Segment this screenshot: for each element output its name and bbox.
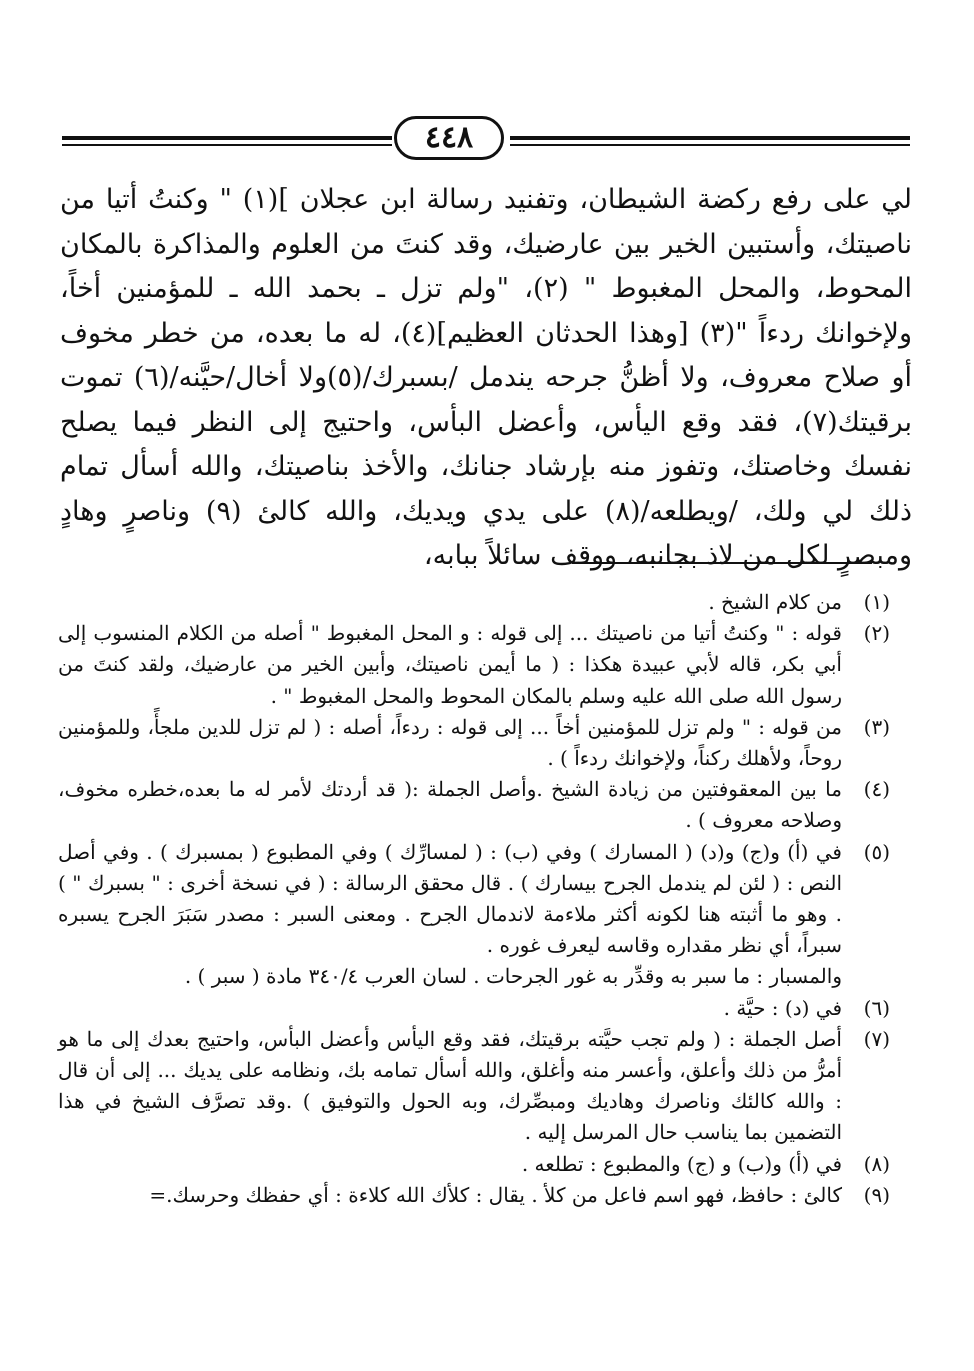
footnote-text: من كلام الشيخ . <box>708 590 842 614</box>
header-rule-left <box>62 136 392 150</box>
footnote-9 <box>58 1180 890 1211</box>
page-number: ٤٤٨ <box>394 116 504 160</box>
footnote-3 <box>58 712 890 774</box>
footnote-7 <box>58 1024 890 1149</box>
footnote-text: أصل الجملة : ( ولم تجب حيَّته برقيتك، فقد وقع اليأس وأعضل البأس، واحتيج بعدك إلى ما هو أمرُّ من ذلك وأعلق، وأعسر منه وأغلق، والله أسأل تمامه بك، ونظامه على يديك ... إلى أن قال : والله كالئك وناصرك وهاديك ومبصِّرك، وبه الحول والتوفيق ) .وقد تصرَّف الشيخ في هذا التضمين بما يناسب حال المرسل إليه . <box>58 1026 842 1145</box>
footnote-number: (٧) <box>863 1026 890 1051</box>
footnote-text: كالئ : حافظ، فهو اسم فاعل من كلأ . يقال : كلأك الله كلاءة : أي حفظك وحرسك.= <box>149 1182 842 1207</box>
footnote-text: في (أ) و(ج) و(د) ( المسارك ) وفي (ب) : ( لمسارِّك ) وفي المطبوع ( بمسبرك ) . وفي أصل النص : ( لئن لم يندمل الجرح بيسارك ) . قال محقق الرسالة : ( في نسخة أخرى : " بسبرك " ) . وهو ما أثبته هنا لكونه أكثر ملاءمة لاندمال الجرح . ومعنى السبر : مصدر سَبَرَ الجرح يسبره سبراً، أي نظر مقداره وقاسه ليعرف غوره . <box>58 839 842 958</box>
main-paragraph: لي على رفع ركضة الشيطان، وتفنيد رسالة ابن عجلان ](١) " وكنتُ أتيا من ناصيتك، وأستبين الخير بين عارضيك، وقد كنتَ من العلوم والمذاكرة بالمكان المحوط، والمحل المغبوط " (٢)، "ولم تزل ـ بحمد الله ـ للمؤمنين أخاً، ولإخوانك ردءاً "(٣) [وهذا الحدثان العظيم](٤)، له ما بعده، من خطر مخوف أو صلاح معروف، ولا أظنُّ جرحه يندمل /بسبرك/(٥)ولا أخال/حيَّنه/(٦) تموت برقيتك(٧)، فقد وقع اليأس، وأعضل البأس، واحتيج إلى النظر فيما يصلح نفسك وخاصتك، وتفوز منه بإرشاد جنانك، والأخذ بناصيتك، والله أسأل تمام ذلك لي ولك، /ويطلعه/(٨) على يدي ويديك، والله كالئ (٩) وناصرٍ وهادٍ ومبصرٍ لكل من لاذ بجانبه، ووقف سائلاً ببابه، <box>60 184 913 571</box>
footnote-number: (٨) <box>863 1151 890 1176</box>
footnote-1 <box>58 587 890 618</box>
footnote-5 <box>58 837 890 993</box>
footnote-separator <box>572 562 872 564</box>
header-rule-right <box>510 136 910 150</box>
footnote-number: (١) <box>863 590 890 614</box>
footnote-text: ما بين المعقوفتين من زيادة الشيخ .وأصل الجملة :( قد أردتك لأمر له ما بعده،خطره مخوف، وصلاحه معروف ) . <box>58 777 842 833</box>
footnote-number: (٥) <box>863 839 890 864</box>
footnote-text: من قوله : " ولم تزل للمؤمنين أخاً ... إلى قوله : ردءاً، أصله : ( لم تزل للدين ملجأً، وللمؤمنين روحاً، ولأهلك ركناً، ولإخوانك ردءاً ) . <box>58 714 842 771</box>
footnote-number: (٤) <box>863 777 890 802</box>
footnote-number: (٢) <box>863 621 890 646</box>
footnote-number: (٣) <box>863 714 890 739</box>
footnote-text: في (أ) و(ب) و (ج) والمطبوع : تطلعه . <box>521 1151 842 1176</box>
footnote-number: (٦) <box>863 995 890 1020</box>
main-text-block <box>60 178 912 579</box>
footnotes <box>58 587 890 1211</box>
footnote-4 <box>58 774 890 836</box>
footnote-6 <box>58 993 890 1024</box>
footnote-text: قوله : " وكنتُ أتيا من ناصيتك ... إلى قوله : و المحل المغبوط " أصله من الكلام المنسوب إلى أبي بكر، قاله لأبي عبيدة هكذا : ( ما أيمن ناصيتك، وأبين الخير من عارضيك، ولقد كنتَ من رسول الله صلى الله عليه وسلم بالمكان المحوط والمحل المغبوط " . <box>58 621 842 708</box>
footnote-2 <box>58 618 890 712</box>
footnote-number: (٩) <box>863 1182 890 1207</box>
footnote-text: في (د) : حيَّة . <box>723 995 842 1020</box>
footnote-8 <box>58 1149 890 1180</box>
footnote-text-continued: والمسبار : ما سبر به وقدِّر به غور الجرحات . لسان العرب ٣٤٠/٤ مادة ( سبر ) . <box>184 964 842 989</box>
